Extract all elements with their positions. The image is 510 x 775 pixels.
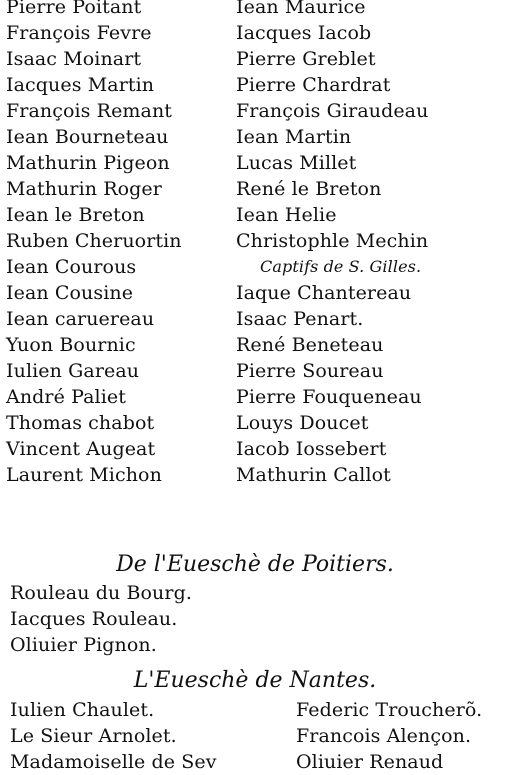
name-entry: Pierre Chardrat <box>236 74 391 96</box>
name-entry: Oliuier Pignon. <box>10 634 157 656</box>
name-entry: Iean caruereau <box>6 308 155 330</box>
name-entry: Madamoiselle de Sev <box>10 751 217 773</box>
name-entry: Pierre Greblet <box>236 48 376 70</box>
name-entry: Mathurin Roger <box>6 178 162 200</box>
name-entry: Christophle Mechin <box>236 230 429 252</box>
name-entry: Iulien Chaulet. <box>10 699 155 721</box>
name-entry: François Remant <box>6 100 173 122</box>
name-entry: André Paliet <box>6 386 126 408</box>
name-entry: Iacques Martin <box>6 74 155 96</box>
name-entry: René Beneteau <box>236 334 384 356</box>
name-entry: Vincent Augeat <box>6 438 156 460</box>
name-entry: Mathurin Callot <box>236 464 391 486</box>
name-entry: Francois Alençon. <box>296 725 472 747</box>
name-entry: Thomas chabot <box>6 412 155 434</box>
name-entry: Iean Maurice <box>236 0 366 18</box>
section-heading-poitiers: De l'Eueschè de Poitiers. <box>116 552 394 577</box>
name-entry: Iean Martin <box>236 126 352 148</box>
name-entry: Iean Courous <box>6 256 137 278</box>
name-entry: Isaac Penart. <box>236 308 364 330</box>
name-entry: Lucas Millet <box>236 152 357 174</box>
name-entry: Iean Helie <box>236 204 337 226</box>
name-entry: Le Sieur Arnolet. <box>10 725 177 747</box>
name-entry: Pierre Poitant <box>6 0 142 18</box>
name-entry: Pierre Soureau <box>236 360 384 382</box>
name-entry: Iean le Breton <box>6 204 145 226</box>
name-entry: Yuon Bournic <box>6 334 136 356</box>
name-entry: Ruben Cheruortin <box>6 230 182 252</box>
name-entry: Iaque Chantereau <box>236 282 412 304</box>
nantes-names-left <box>10 697 217 775</box>
nantes-names-right <box>296 697 482 775</box>
name-entry: René le Breton <box>236 178 382 200</box>
name-entry: Federic Troucherõ. <box>296 699 483 721</box>
name-entry: François Giraudeau <box>236 100 429 122</box>
name-entry: Louys Doucet <box>236 412 369 434</box>
name-entry: Iean Bourneteau <box>6 126 169 148</box>
name-entry: Iacques Iacob <box>236 22 372 44</box>
name-entry: Mathurin Pigeon <box>6 152 170 174</box>
name-entry: Pierre Fouqueneau <box>236 386 422 408</box>
names-left-column <box>6 0 182 488</box>
name-entry: Iulien Gareau <box>6 360 140 382</box>
name-entry: Iacob Iossebert <box>236 438 387 460</box>
name-entry: Oliuier Renaud <box>296 751 444 773</box>
name-entry: François Fevre <box>6 22 152 44</box>
section-heading-nantes: L'Eueschè de Nantes. <box>133 668 377 693</box>
name-entry: Iacques Rouleau. <box>10 608 178 630</box>
names-right-column <box>236 0 428 488</box>
name-entry: Iean Cousine <box>6 282 134 304</box>
subsection-caption: Captifs de S. Gilles. <box>260 257 422 276</box>
name-entry: Laurent Michon <box>6 464 162 486</box>
name-entry: Isaac Moinart <box>6 48 142 70</box>
name-entry: Rouleau du Bourg. <box>10 582 192 604</box>
poitiers-names <box>10 580 192 658</box>
